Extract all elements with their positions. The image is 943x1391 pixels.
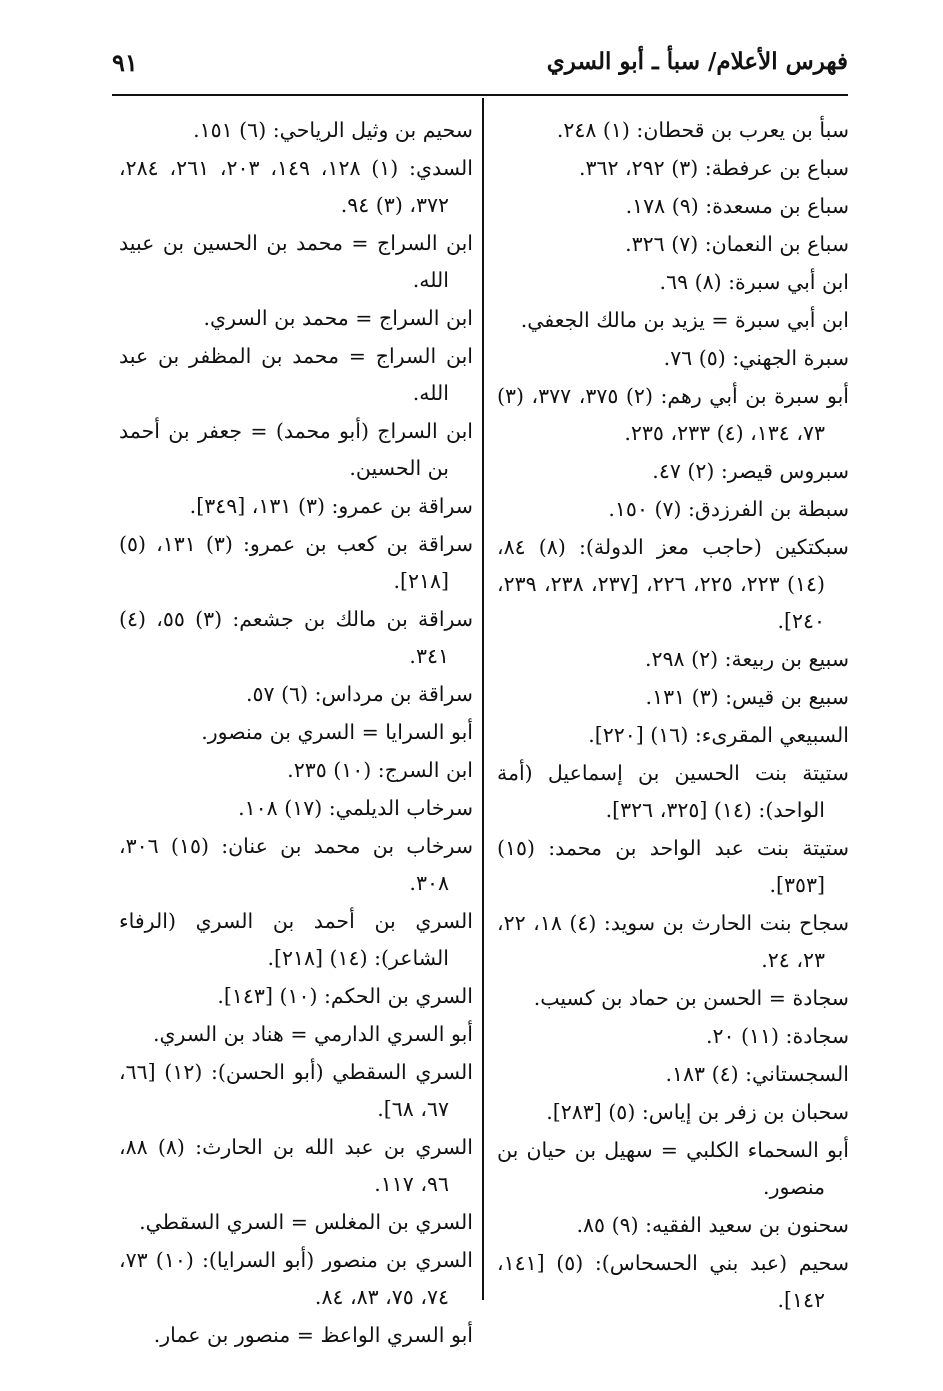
index-entry: سراقة بن كعب بن عمرو: (٣) ١٣١، (٥) [٢١٨]. <box>119 532 473 593</box>
index-entry: السري بن أحمد بن السري (الرفاء الشاعر): (١٤) [٢١٨]. <box>119 909 473 970</box>
index-entry: ابن السراج = محمد بن الحسين بن عبيد الله. <box>119 231 473 292</box>
index-entry: سحيم بن وثيل الرياحي: (٦) ١٥١. <box>193 118 473 142</box>
index-entry: السجستاني: (٤) ١٨٣. <box>665 1062 849 1086</box>
index-entry: ستيتة بنت عبد الواحد بن محمد: (١٥) [٣٥٣]. <box>497 836 849 897</box>
index-entry: ابن السراج = محمد بن السري. <box>203 306 473 330</box>
index-entry: سبطة بن الفرزدق: (٧) ١٥٠. <box>608 497 849 521</box>
page-header <box>112 46 848 96</box>
index-entry: أبو السري الدارمي = هناد بن السري. <box>152 1022 473 1046</box>
index-entry: سراقة بن مرداس: (٦) ٥٧. <box>246 682 473 706</box>
index-entry: سبروس قيصر: (٢) ٤٧. <box>652 459 849 483</box>
index-entry: سباع بن النعمان: (٧) ٣٢٦. <box>625 232 849 256</box>
index-entry: أبو سبرة بن أبي رهم: (٢) ٣٧٥، ٣٧٧، (٣) ٧٣، ١٣٤، (٤) ٢٣٣، ٢٣٥. <box>497 384 850 445</box>
index-entry: أبو السحماء الكلبي = سهيل بن حيان بن منصور. <box>497 1138 849 1199</box>
index-column-left <box>119 112 473 1355</box>
page-number: ٩١ <box>112 48 138 77</box>
index-entry: سباع بن مسعدة: (٩) ١٧٨. <box>625 194 849 218</box>
index-entry: أبو السري الواعظ = منصور بن عمار. <box>153 1323 473 1347</box>
index-entry: سحنون بن سعيد الفقيه: (٩) ٨٥. <box>576 1213 849 1237</box>
index-entry: سبرة الجهني: (٥) ٧٦. <box>663 346 849 370</box>
index-entry: سبأ بن يعرب بن قحطان: (١) ٢٤٨. <box>556 118 849 142</box>
index-entry: سبكتكين (حاجب معز الدولة): (٨) ٨٤، (١٤) ٢٢٣، ٢٢٥، ٢٢٦، [٢٣٧، ٢٣٨، ٢٣٩، ٢٤٠]. <box>497 535 849 633</box>
index-column-right <box>497 112 849 1320</box>
index-entry: ابن أبي سبرة = يزيد بن مالك الجعفي. <box>520 308 849 332</box>
index-entry: السدي: (١) ١٢٨، ١٤٩، ٢٠٣، ٢٦١، ٢٨٤، ٣٧٢، (٣) ٩٤. <box>119 156 474 217</box>
index-entry: سرخاب الديلمي: (١٧) ١٠٨. <box>238 796 473 820</box>
index-entry: السري بن المغلس = السري السقطي. <box>139 1210 473 1234</box>
index-entry: سرخاب بن محمد بن عنان: (١٥) ٣٠٦، ٣٠٨. <box>119 834 474 895</box>
index-entry: سباع بن عرفطة: (٣) ٢٩٢، ٣٦٢. <box>578 156 849 180</box>
index-entry: سجادة = الحسن بن حماد بن كسيب. <box>533 986 849 1010</box>
index-entry: ابن السراج (أبو محمد) = جعفر بن أحمد بن الحسين. <box>119 419 473 480</box>
index-entry: السري بن منصور (أبو السرايا): (١٠) ٧٣، ٧٤، ٧٥، ٨٣، ٨٤. <box>119 1248 473 1309</box>
running-title: فهرس الأعلام/ سبأ ـ أبو السري <box>546 48 848 75</box>
index-entry: ابن أبي سبرة: (٨) ٦٩. <box>659 270 849 294</box>
index-entry: السبيعي المقرىء: (١٦) [٢٢٠]. <box>588 723 849 747</box>
index-entry: السري بن الحكم: (١٠) [١٤٣]. <box>217 984 473 1008</box>
index-entry: ستيتة بنت الحسين بن إسماعيل (أمة الواحد): (١٤) [٣٢٥، ٣٢٦]. <box>497 761 849 822</box>
index-entry: سحيم (عبد بني الحسحاس): (٥) [١٤١، ١٤٢]. <box>497 1251 849 1312</box>
index-entry: سراقة بن عمرو: (٣) ١٣١، [٣٤٩]. <box>189 494 473 518</box>
index-entry: سحبان بن زفر بن إياس: (٥) [٢٨٣]. <box>546 1100 849 1124</box>
index-entry: سبيع بن قيس: (٣) ١٣١. <box>645 685 849 709</box>
index-entry: سراقة بن مالك بن جشعم: (٣) ٥٥، (٤) ٣٤١. <box>119 607 474 668</box>
index-entry: سبيع بن ربيعة: (٢) ٢٩٨. <box>644 647 849 671</box>
index-entry: السري بن عبد الله بن الحارث: (٨) ٨٨، ٩٦، ١١٧. <box>119 1135 474 1196</box>
index-entry: سجاح بنت الحارث بن سويد: (٤) ١٨، ٢٢، ٢٣، ٢٤. <box>497 911 850 972</box>
index-entry: السري السقطي (أبو الحسن): (١٢) [٦٦، ٦٧، ٦٨]. <box>119 1060 473 1121</box>
index-entry: ابن السراج = محمد بن المظفر بن عبد الله. <box>119 344 473 405</box>
index-entry: سجادة: (١١) ٢٠. <box>705 1024 849 1048</box>
column-divider <box>482 98 484 1300</box>
index-entry: ابن السرج: (١٠) ٢٣٥. <box>287 758 473 782</box>
index-entry: أبو السرايا = السري بن منصور. <box>201 720 473 744</box>
